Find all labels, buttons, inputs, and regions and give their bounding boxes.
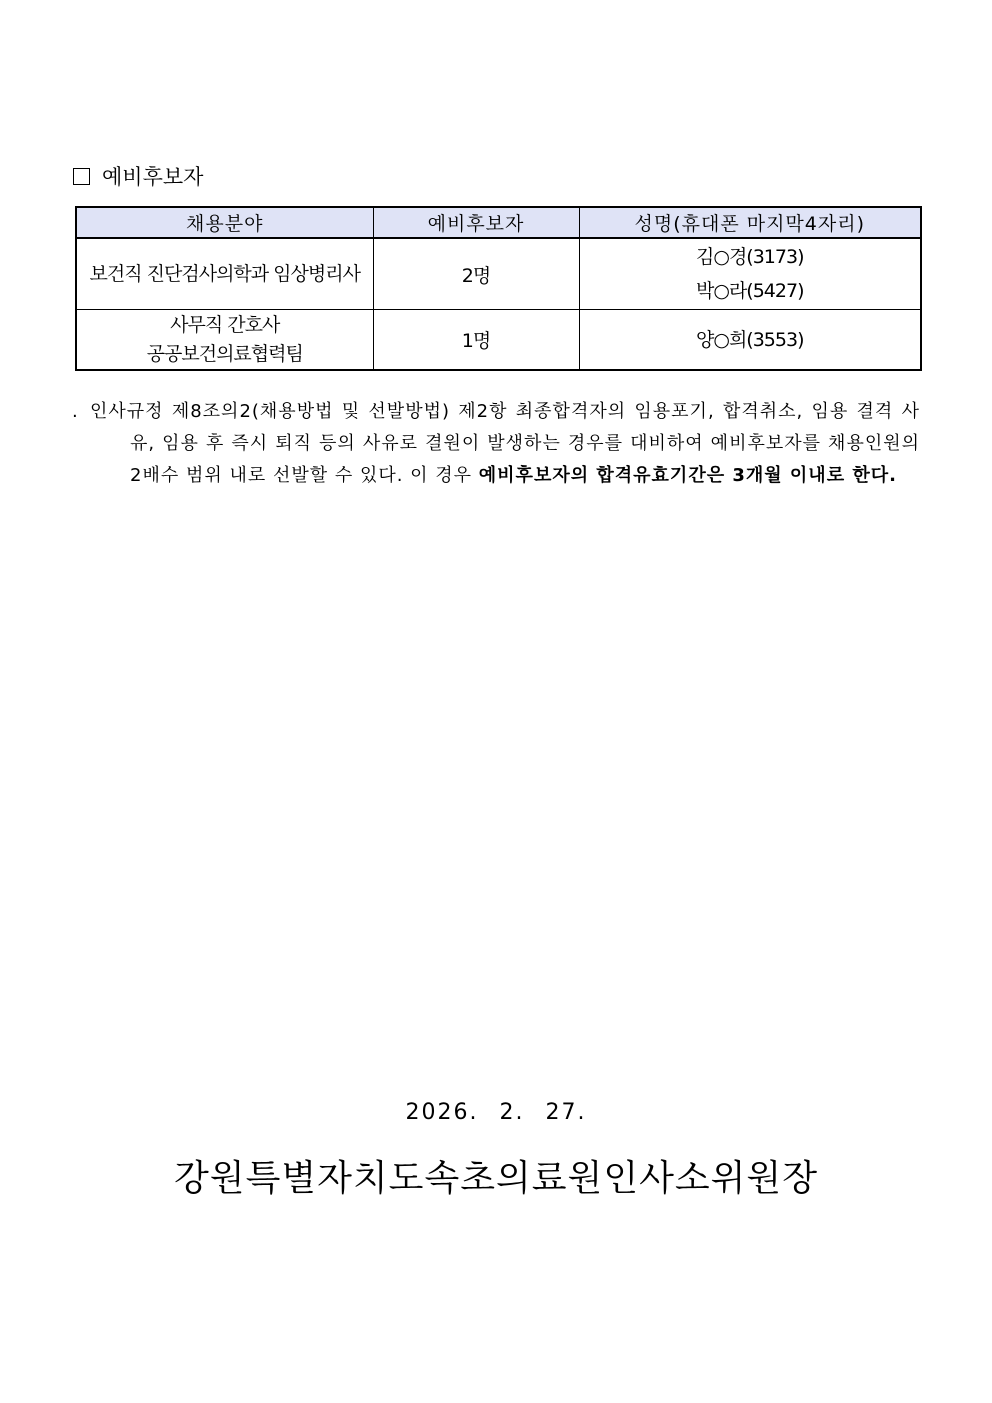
regulation-note: [72, 396, 920, 492]
section-heading: [73, 160, 203, 192]
table-header-row: [76, 207, 921, 238]
count-cell: 1명: [373, 310, 579, 371]
count-cell: 2명: [373, 238, 579, 310]
checkbox-icon: [73, 168, 90, 185]
field-line: 보건직 진단검사의학과 임상병리사: [89, 262, 360, 285]
candidate-name: 박○라(5427): [696, 280, 804, 302]
section-title: 예비후보자: [102, 165, 204, 189]
note-text: 인사규정 제8조의2(채용방법 및 선발방법) 제2항 최종합격자의 임용포기, 합격취소, 임용 결격 사유, 임용 후 즉시 퇴직 등의 사유로 결원이 발생하는 경우를 대비하여 예비후보자를 채용인원의 2배수 범위 내로 선발할 수 있다. 이 경우: [90, 401, 920, 486]
field-line: 공공보건의료협력팀: [146, 342, 303, 365]
note-paragraph: [72, 396, 920, 492]
candidate-table: [75, 206, 922, 371]
header-candidates: 예비후보자: [373, 207, 579, 238]
issuer-name: 강원특별자치도속초의료원인사소위원장: [174, 1158, 818, 1199]
note-bullet: .: [72, 401, 79, 422]
header-name: 성명(휴대폰 마지막4자리): [579, 207, 921, 238]
field-line: 사무직 간호사: [170, 313, 280, 336]
table-row: [76, 238, 921, 310]
candidate-name: 김○경(3173): [696, 246, 804, 268]
table-row: [76, 310, 921, 371]
header-field: 채용분야: [76, 207, 373, 238]
field-cell: [76, 238, 373, 310]
document-date: 2026. 2. 27.: [405, 1100, 587, 1125]
name-cell: [579, 310, 921, 371]
field-cell: [76, 310, 373, 371]
name-cell: [579, 238, 921, 310]
candidate-name: 양○희(3553): [696, 328, 804, 351]
note-text-bold: 예비후보자의 합격유효기간은 3개월 이내로 한다.: [478, 465, 897, 486]
